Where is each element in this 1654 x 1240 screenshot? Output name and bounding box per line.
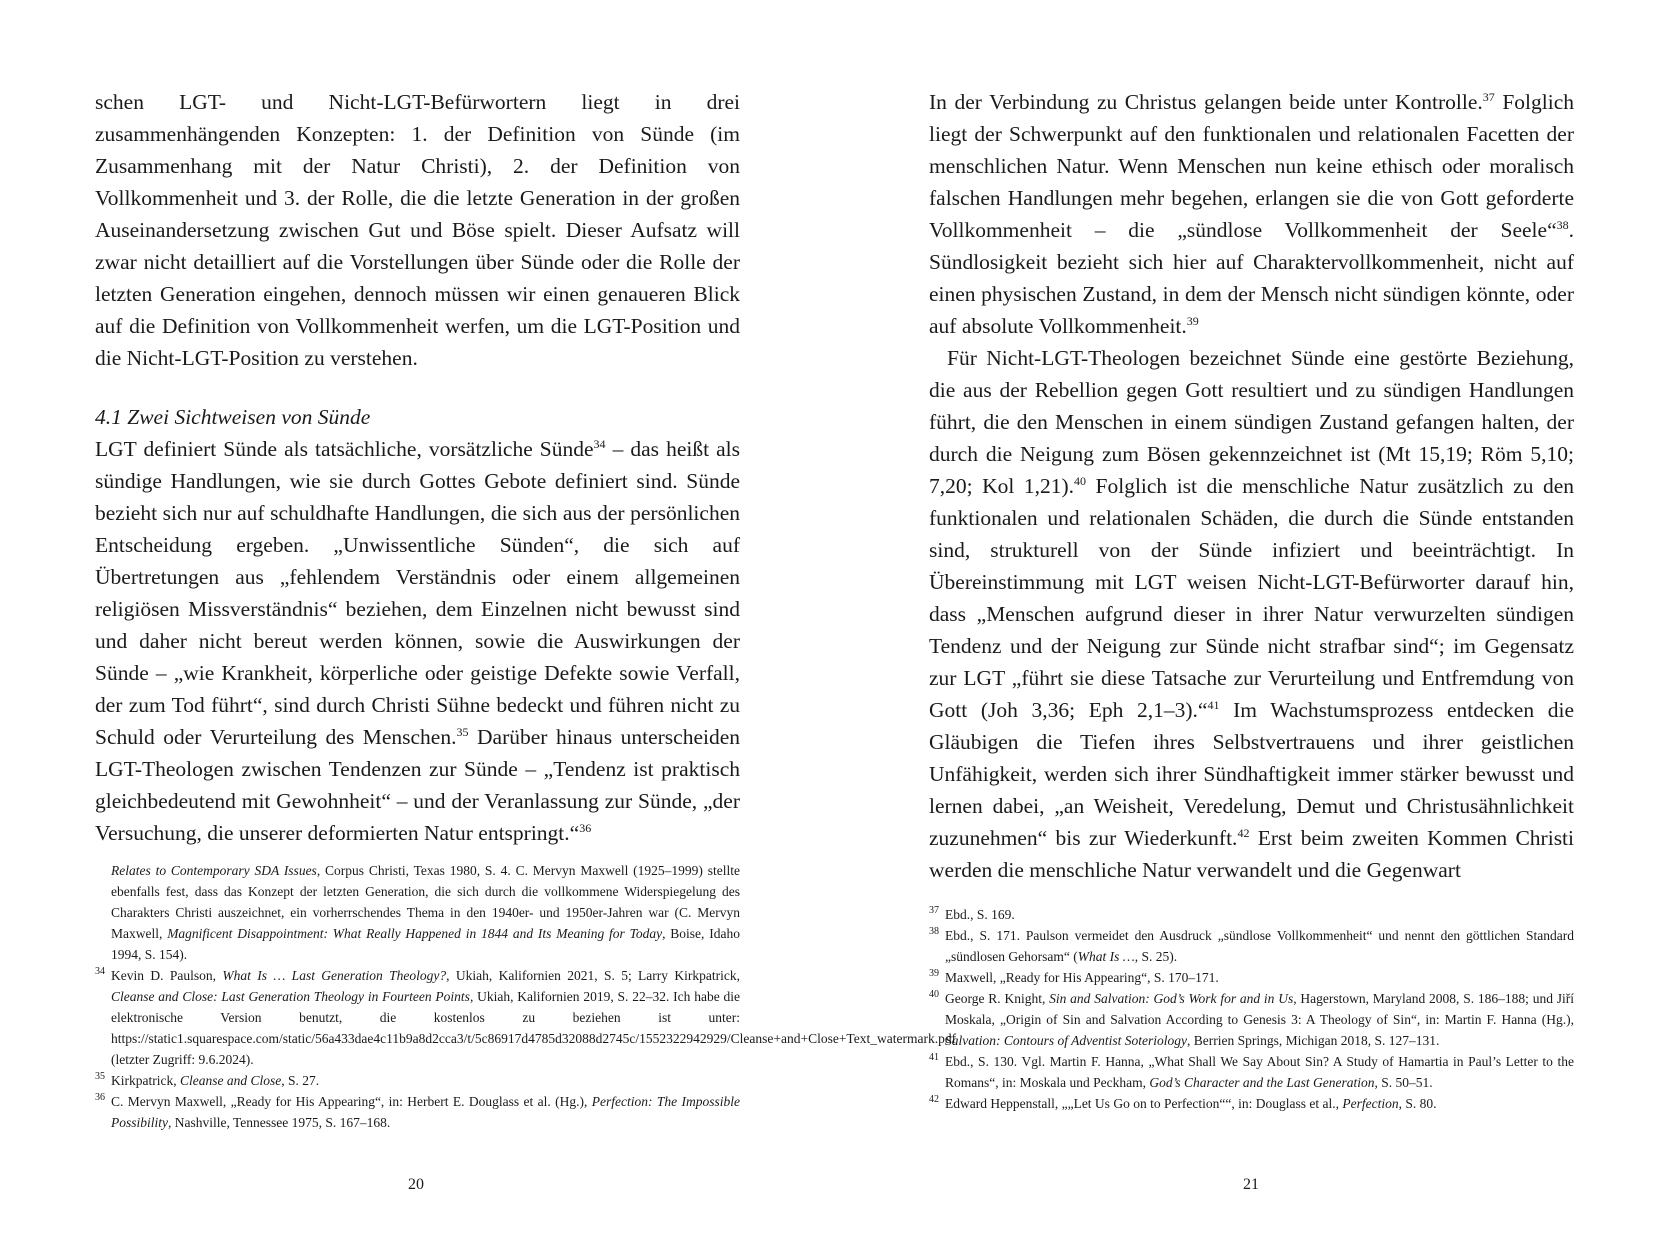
text-run: , S. 80. — [1398, 1096, 1437, 1111]
text-run: Folglich ist die menschliche Natur zusätzlich zu den funktionalen und relationalen Schäden, die durch die Sünde entstanden sind, strukturell von der Sünde infiziert und beeinträchtigt. In Übereinstimmung mit LGT weisen Nicht-LGT-Befürworter darauf hin, dass „Menschen aufgrund dieser in ihrer Natur verwurzelten sündigen Tendenz und der Neigung zur Sünde nicht strafbar sind“; im Gegensatz zur LGT „führt sie diese Tatsache zur Verurteilung und Entfremdung von Gott (Joh 3,36; Eph 2,1–3).“ — [929, 474, 1574, 722]
footnote-ref-36[interactable]: 36 — [579, 821, 592, 835]
text-run: , Berrien Springs, Michigan 2018, S. 127–131. — [1187, 1033, 1440, 1048]
text-run: Kevin D. Paulson, — [111, 968, 223, 983]
page-number-left: 20 — [408, 1176, 424, 1193]
text-run: Relates to Contemporary SDA Issues — [111, 863, 317, 878]
footnote-number: 42 — [929, 1094, 939, 1105]
left-paragraph-2 — [95, 433, 740, 849]
footnote-ref-39[interactable]: 39 — [1186, 314, 1199, 328]
text-run: Kirkpatrick, — [111, 1073, 180, 1088]
footnote-ref-35[interactable]: 35 — [456, 725, 469, 739]
text-run: Edward Heppenstall, „„Let Us Go on to Perfection““, in: Douglass et al., — [945, 1096, 1343, 1111]
text-run: , S. 25). — [1134, 949, 1178, 964]
footnote-42 — [929, 1093, 1574, 1114]
text-run: , Boise, Idaho 1994, S. 154). — [111, 926, 740, 962]
footnote-37 — [929, 904, 1574, 925]
footnote-number: 39 — [929, 968, 939, 979]
text-run: God’s Character and the Last Generation — [1149, 1075, 1375, 1090]
text-run: George R. Knight, — [945, 991, 1050, 1006]
text-run: Im Wachstumsprozess entdecken die Gläubigen die Tiefen ihres Selbstvertrauens und ihrer geistlichen Unfähigkeit, werden sich ihrer Sündhaftigkeit immer stärker bewusst und lernen dabei, „an Weisheit, Veredelung, Demut und Christusähnlichkeit zuzunehmen“ bis zur Wiederkunft. — [929, 698, 1574, 850]
page-number-right: 21 — [1243, 1176, 1259, 1193]
footnote-41 — [929, 1051, 1574, 1093]
text-run: Cleanse and Close: Last Generation Theology in Fourteen Points — [111, 989, 470, 1004]
text-run: , Nashville, Tennessee 1975, S. 167–168. — [168, 1115, 391, 1130]
footnote-ref-37[interactable]: 37 — [1482, 90, 1495, 104]
footnote-ref-38[interactable]: 38 — [1556, 218, 1569, 232]
right-paragraph-2 — [929, 342, 1574, 886]
text-run: Ebd., S. 169. — [945, 907, 1015, 922]
text-run: Ebd., S. 171. Paulson vermeidet den Ausdruck „sündlose Vollkommenheit“ und nennt den göttlichen Standard „sündlosen Gehorsam“ ( — [945, 928, 1574, 964]
footnote-40 — [929, 988, 1574, 1051]
right-page — [827, 0, 1654, 1240]
text-run: Maxwell, „Ready for His Appearing“, S. 170–171. — [945, 970, 1219, 985]
text-run: , Hagerstown, Maryland 2008, S. 186–188; und Jiří Moskala, „Origin of Sin and Salvation According to Genesis 3: A Theology of Sin“, in: Martin F. Hanna (Hg.), — [945, 991, 1574, 1027]
footnote-36 — [95, 1091, 740, 1133]
footnote-39 — [929, 967, 1574, 988]
right-body-text — [929, 86, 1574, 886]
text-run: Ebd., S. 130. Vgl. Martin F. Hanna, „What Shall We Say About Sin? A Study of Hamartia in Paul’s Letter to the Romans“, in: Moskala und Peckham, — [945, 1054, 1574, 1090]
footnote-continued — [95, 860, 740, 965]
text-run: , Ukiah, Kalifornien 2021, S. 5; Larry Kirkpatrick, — [446, 968, 741, 983]
section-heading: 4.1 Zwei Sichtweisen von Sünde — [95, 405, 371, 429]
text-run: Erst beim zweiten Kommen Christi werden die menschliche Natur verwandelt und die Gegenwart — [929, 826, 1575, 882]
left-paragraph-1: schen LGT- und Nicht-LGT-Befürwortern liegt in drei zusammenhängenden Konzepten: 1. der Definition von Sünde (im Zusammenhang mit der Natur Christi), 2. der Definition von Vollkommenheit und 3. der Rolle, die die letzte Generation in der großen Auseinandersetzung zwischen Gut und Böse spielt. Dieser Aufsatz will zwar nicht detailliert auf die Vorstellungen über Sünde oder die Rolle der letzten Generation eingehen, dennoch müssen wir einen genaueren Blick auf die Definition von Vollkommenheit werfen, um die LGT-Position und die Nicht-LGT-Position zu verstehen. — [95, 90, 740, 370]
text-run: , S. 27. — [281, 1073, 320, 1088]
left-body-text — [95, 86, 740, 849]
text-run: Magnificent Disappointment: What Really Happened in 1844 and Its Meaning for Today — [167, 926, 663, 941]
text-run: Perfection — [1342, 1096, 1399, 1111]
text-run: , Corpus Christi, Texas 1980, S. 4. C. Mervyn Maxwell (1925–1999) stellte ebenfalls fest, dass das Konzept der letzten Generation, die sich durch die vollkommene Widerspiegelung des Charakters Christi auszeichnet, ein vorherrschendes Thema in den 1940er- und 1950er-Jahren war (C. Mervyn Maxwell, — [111, 863, 740, 941]
text-run: In der Verbindung zu Christus gelangen beide unter Kontrolle. — [929, 90, 1483, 114]
footnote-38 — [929, 925, 1574, 967]
footnote-ref-42[interactable]: 42 — [1237, 826, 1250, 840]
right-paragraph-1 — [929, 86, 1574, 342]
footnote-number: 41 — [929, 1052, 939, 1063]
text-run: , Ukiah, Kalifornien 2019, S. 22–32. Ich habe die elektronische Version benutzt, die kostenlos zu beziehen ist unter: https://static1.squarespace.com/static/56a433dae4c11b9a8d2cca3/t/5c86917d4785d32088d2745c/1552322942929/Cleanse+and+Close+Text_watermark.pdf (letzter Zugriff: 9.6.2024). — [111, 989, 957, 1067]
footnote-ref-40[interactable]: 40 — [1074, 474, 1087, 488]
footnote-number: 36 — [95, 1092, 105, 1103]
footnote-ref-34[interactable]: 34 — [593, 437, 606, 451]
text-run: What Is … — [1077, 949, 1135, 964]
text-run: Perfection: The Impossible Possibility — [111, 1094, 740, 1130]
text-run: Für Nicht-LGT-Theologen bezeichnet Sünde eine gestörte Beziehung, die aus der Rebellion gegen Gott resultiert und zu sündigen Handlungen führt, die den Menschen in einem sündigen Zustand gefangen halten, der durch die Neigung zum Bösen gekennzeichnet ist (Mt 15,19; Röm 5,10; 7,20; Kol 1,21). — [929, 346, 1574, 498]
text-run: Sin and Salvation: God’s Work for and in Us — [1049, 991, 1294, 1006]
right-footnotes — [929, 904, 1574, 1114]
text-run: LGT definiert Sünde als tatsächliche, vorsätzliche Sünde — [95, 437, 594, 461]
footnote-number: 38 — [929, 926, 939, 937]
text-run: – das heißt als sündige Handlungen, wie sie durch Gottes Gebote definiert sind. Sünde bezieht sich nur auf schuldhafte Handlungen, die sich aus der persönlichen Entscheidung ergeben. „Unwissentliche Sünden“, die sich auf Übertretungen aus „fehlendem Verständnis oder einem allgemeinen religiösen Missverständnis“ beziehen, dem Einzelnen nicht bewusst sind und daher nicht bereut werden können, sowie die Auswirkungen der Sünde – „wie Krankheit, körperliche oder geistige Defekte sowie Verfall, der zum Tod führt“, sind durch Christi Sühne bedeckt und führen nicht zu Schuld oder Verurteilung des Menschen. — [95, 437, 740, 749]
text-run: C. Mervyn Maxwell, „Ready for His Appearing“, in: Herbert E. Douglass et al. (Hg.), — [111, 1094, 592, 1109]
footnote-35 — [95, 1070, 740, 1091]
text-run: , S. 50–51. — [1374, 1075, 1433, 1090]
footnote-number: 35 — [95, 1071, 105, 1082]
text-run: Cleanse and Close — [179, 1073, 282, 1088]
text-run: Salvation: Contours of Adventist Soteriology — [945, 1033, 1187, 1048]
text-run: . Sündlosigkeit bezieht sich hier auf Charaktervollkommenheit, nicht auf einen physischen Zustand, in dem der Mensch nicht sündigen könnte, oder auf absolute Vollkommenheit. — [929, 218, 1574, 338]
footnote-number: 34 — [95, 966, 105, 977]
footnote-ref-41[interactable]: 41 — [1207, 698, 1220, 712]
text-run: Darüber hinaus unterscheiden LGT-Theologen zwischen Tendenzen zur Sünde – „Tendenz ist praktisch gleichbedeutend mit Gewohnheit“ – und der Veranlassung zur Sünde, „der Versuchung, die unserer deformierten Natur entspringt.“ — [95, 725, 740, 845]
text-run: Folglich liegt der Schwerpunkt auf den funktionalen und relationalen Facetten der menschlichen Natur. Wenn Menschen nun keine ethisch oder moralisch falschen Handlungen mehr begehen, erlangen sie die von Gott geforderte Vollkommenheit – die „sündlose Vollkommenheit der Seele“ — [929, 90, 1574, 242]
footnote-number: 37 — [929, 905, 939, 916]
text-run: What Is … Last Generation Theology? — [222, 968, 447, 983]
footnote-number: 40 — [929, 989, 939, 1000]
